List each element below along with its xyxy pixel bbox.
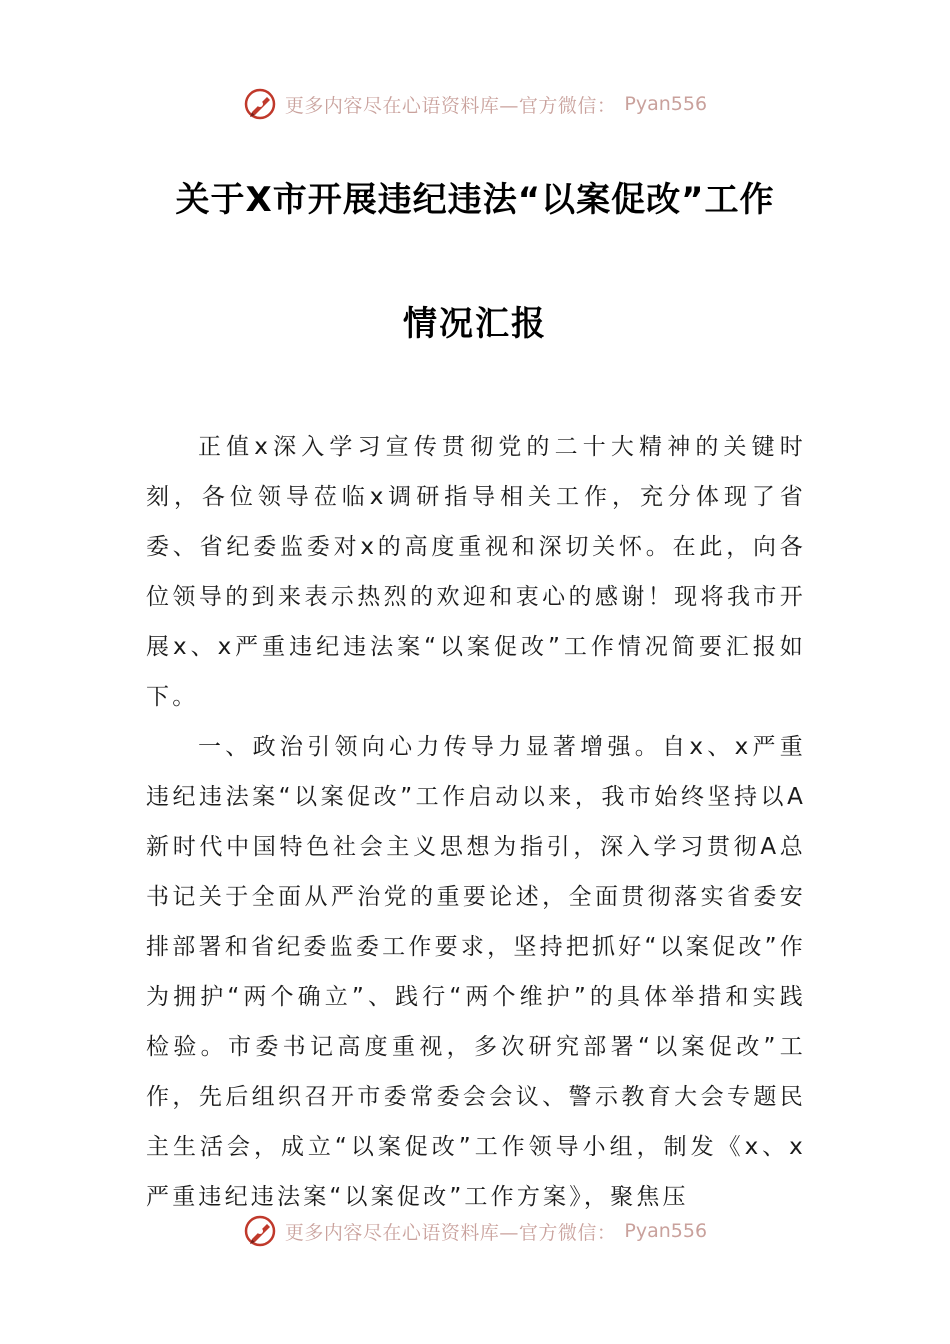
document-title-line1: 关于X市开展违纪违法“以案促改”工作	[175, 180, 775, 220]
paragraph-section-1: 一、政治引领向心力传导力显著增强。自x、x严重违纪违法案“以案促改”工作启动以来，我市始终坚持以A新时代中国特色社会主义思想为指引，深入学习贯彻A总书记关于全面从严治党的重要论述，全面贯彻落实省委安排部署和省纪委监委工作要求，坚持把抓好“以案促改”作为拥护“两个确立”、践行“两个维护”的具体举措和实践检验。市委书记高度重视，多次研究部署“以案促改”工作，先后组织召开市委常委会会议、警示教育大会专题民主生活会，成立“以案促改”工作领导小组，制发《x、x严重违纪违法案“以案促改”工作方案》，聚焦压	[146, 734, 806, 1210]
pen-logo-icon	[243, 1214, 277, 1248]
document-title-line2: 情况汇报	[403, 304, 547, 344]
watermark-text: 更多内容尽在心语资料库—官方微信：	[284, 94, 617, 117]
watermark-text: 更多内容尽在心语资料库—官方微信：	[284, 1221, 617, 1244]
watermark-id: Pyan556	[624, 93, 708, 115]
watermark-top	[0, 84, 950, 124]
document-body	[146, 422, 806, 1222]
pen-logo-icon	[243, 87, 277, 121]
watermark-bottom	[0, 1211, 950, 1251]
paragraph-intro: 正值x深入学习宣传贯彻党的二十大精神的关键时刻，各位领导莅临x调研指导相关工作，充分体现了省委、省纪委监委对x的高度重视和深切关怀。在此，向各位领导的到来表示热烈的欢迎和衷心的感谢！现将我市开展x、x严重违纪违法案“以案促改”工作情况简要汇报如下。	[146, 434, 806, 710]
watermark-id: Pyan556	[624, 1220, 708, 1242]
